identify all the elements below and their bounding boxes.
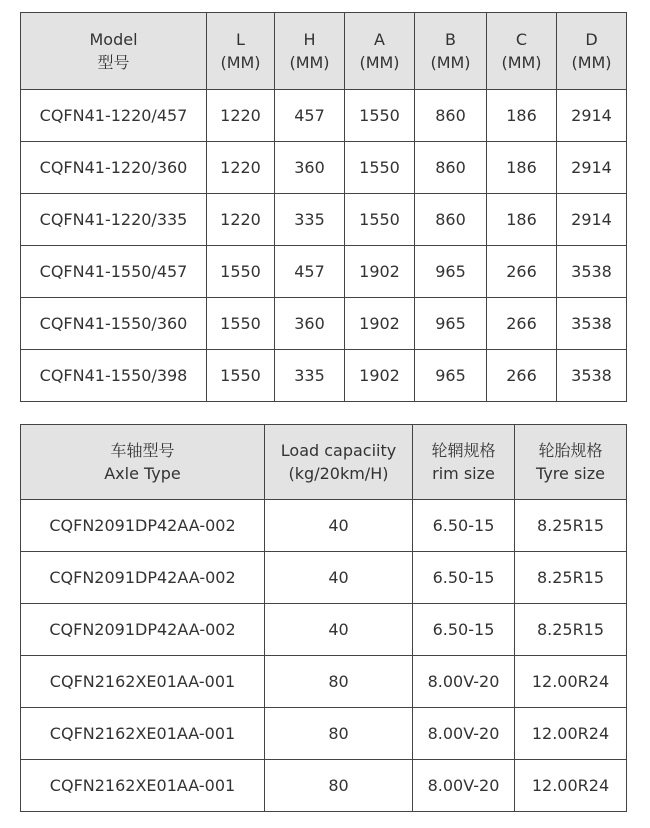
cell-a: 1550: [345, 142, 415, 194]
cell-model: CQFN41-1550/457: [21, 246, 207, 298]
cell-a: 1550: [345, 194, 415, 246]
table-row: [21, 350, 627, 402]
cell-tyre-size: 8.25R15: [515, 552, 627, 604]
cell-tyre-size: 8.25R15: [515, 500, 627, 552]
table-row: [21, 142, 627, 194]
cell-load-capacity: 40: [265, 552, 413, 604]
table-row: [21, 246, 627, 298]
cell-tyre-size: 12.00R24: [515, 708, 627, 760]
cell-l: 1550: [207, 350, 275, 402]
header-h: H (MM): [275, 13, 345, 90]
table-row: [21, 552, 627, 604]
cell-b: 965: [415, 350, 487, 402]
header-tyre-size: 轮胎规格 Tyre size: [515, 425, 627, 500]
cell-load-capacity: 80: [265, 656, 413, 708]
cell-d: 2914: [557, 90, 627, 142]
cell-c: 266: [487, 246, 557, 298]
cell-axle-type: CQFN2162XE01AA-001: [21, 656, 265, 708]
cell-load-capacity: 40: [265, 604, 413, 656]
cell-b: 965: [415, 298, 487, 350]
cell-d: 2914: [557, 194, 627, 246]
cell-h: 360: [275, 142, 345, 194]
cell-model: CQFN41-1550/360: [21, 298, 207, 350]
cell-rim-size: 6.50-15: [413, 500, 515, 552]
cell-rim-size: 6.50-15: [413, 604, 515, 656]
cell-d: 3538: [557, 298, 627, 350]
cell-b: 860: [415, 142, 487, 194]
cell-l: 1550: [207, 246, 275, 298]
cell-c: 186: [487, 90, 557, 142]
cell-axle-type: CQFN2091DP42AA-002: [21, 552, 265, 604]
header-model: Model 型号: [21, 13, 207, 90]
cell-l: 1220: [207, 90, 275, 142]
cell-l: 1220: [207, 142, 275, 194]
header-l: L (MM): [207, 13, 275, 90]
cell-load-capacity: 80: [265, 760, 413, 812]
cell-a: 1902: [345, 246, 415, 298]
table-row: [21, 194, 627, 246]
table-row: [21, 298, 627, 350]
cell-a: 1550: [345, 90, 415, 142]
header-d: D (MM): [557, 13, 627, 90]
cell-axle-type: CQFN2091DP42AA-002: [21, 604, 265, 656]
cell-c: 266: [487, 298, 557, 350]
cell-b: 860: [415, 90, 487, 142]
cell-a: 1902: [345, 350, 415, 402]
axle-spec-table: [20, 424, 627, 812]
cell-model: CQFN41-1550/398: [21, 350, 207, 402]
cell-model: CQFN41-1220/335: [21, 194, 207, 246]
header-a: A (MM): [345, 13, 415, 90]
cell-rim-size: 8.00V-20: [413, 708, 515, 760]
cell-tyre-size: 12.00R24: [515, 656, 627, 708]
cell-c: 186: [487, 142, 557, 194]
cell-a: 1902: [345, 298, 415, 350]
header-axle-type: 车轴型号 Axle Type: [21, 425, 265, 500]
cell-d: 3538: [557, 246, 627, 298]
model-table-header-row: [21, 13, 627, 90]
cell-h: 360: [275, 298, 345, 350]
model-spec-table: [20, 12, 627, 402]
cell-rim-size: 8.00V-20: [413, 760, 515, 812]
cell-axle-type: CQFN2162XE01AA-001: [21, 760, 265, 812]
cell-rim-size: 8.00V-20: [413, 656, 515, 708]
header-c: C (MM): [487, 13, 557, 90]
table-row: [21, 656, 627, 708]
table-row: [21, 90, 627, 142]
cell-h: 457: [275, 246, 345, 298]
cell-d: 3538: [557, 350, 627, 402]
cell-model: CQFN41-1220/457: [21, 90, 207, 142]
table-row: [21, 708, 627, 760]
cell-tyre-size: 8.25R15: [515, 604, 627, 656]
cell-c: 266: [487, 350, 557, 402]
cell-axle-type: CQFN2162XE01AA-001: [21, 708, 265, 760]
cell-b: 860: [415, 194, 487, 246]
cell-d: 2914: [557, 142, 627, 194]
header-b: B (MM): [415, 13, 487, 90]
cell-axle-type: CQFN2091DP42AA-002: [21, 500, 265, 552]
cell-h: 335: [275, 194, 345, 246]
table-row: [21, 500, 627, 552]
cell-l: 1550: [207, 298, 275, 350]
cell-l: 1220: [207, 194, 275, 246]
cell-c: 186: [487, 194, 557, 246]
cell-load-capacity: 80: [265, 708, 413, 760]
cell-b: 965: [415, 246, 487, 298]
table-row: [21, 760, 627, 812]
axle-table-header-row: [21, 425, 627, 500]
table-row: [21, 604, 627, 656]
header-rim-size: 轮辋规格 rim size: [413, 425, 515, 500]
cell-h: 335: [275, 350, 345, 402]
cell-tyre-size: 12.00R24: [515, 760, 627, 812]
cell-h: 457: [275, 90, 345, 142]
cell-rim-size: 6.50-15: [413, 552, 515, 604]
cell-model: CQFN41-1220/360: [21, 142, 207, 194]
header-load-capacity: Load capaciity (kg/20km/H): [265, 425, 413, 500]
cell-load-capacity: 40: [265, 500, 413, 552]
